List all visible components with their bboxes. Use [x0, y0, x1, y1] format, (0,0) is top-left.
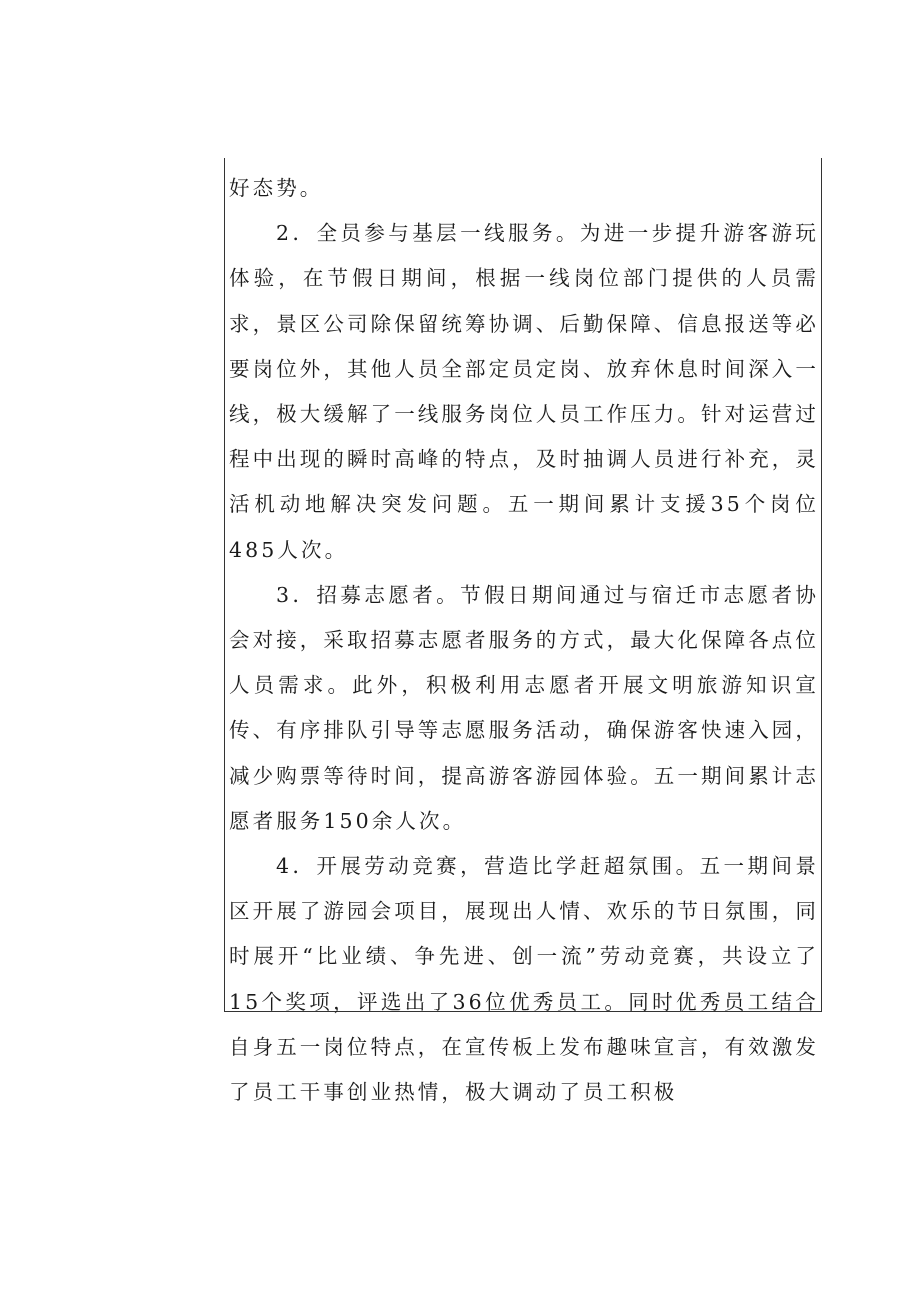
paragraph-labor-competition: 4．开展劳动竞赛，营造比学赶超氛围。五一期间景区开展了游园会项目，展现出人情、欢乐的节日氛围，同时展开“比业绩、争先进、创一流”劳动竞赛，共设立了15个奖项，评选出了36位优秀员工。同时优秀员工结合自身五一岗位特点，在宣传板上发布趣味宣言，有效激发了员工干事创业热情，极大调动了员工积极 [229, 854, 819, 1105]
document-body [229, 166, 819, 1115]
paragraph-volunteers: 3．招募志愿者。节假日期间通过与宿迁市志愿者协会对接，采取招募志愿者服务的方式，最大化保障各点位人员需求。此外，积极利用志愿者开展文明旅游知识宣传、有序排队引导等志愿服务活动，确保游客快速入园，减少购票等待时间，提高游客游园体验。五一期间累计志愿者服务150余人次。 [229, 582, 819, 833]
paragraph-staff-frontline: 2．全员参与基层一线服务。为进一步提升游客游玩体验，在节假日期间，根据一线岗位部门提供的人员需求，景区公司除保留统筹协调、后勤保障、信息报送等必要岗位外，其他人员全部定员定岗、放弃休息时间深入一线，极大缓解了一线服务岗位人员工作压力。针对运营过程中出现的瞬时高峰的特点，及时抽调人员进行补充，灵活机动地解决突发问题。五一期间累计支援35个岗位485人次。 [229, 221, 819, 562]
document-table-cell [224, 158, 822, 1105]
paragraph-continuation: 好态势。 [229, 176, 324, 200]
